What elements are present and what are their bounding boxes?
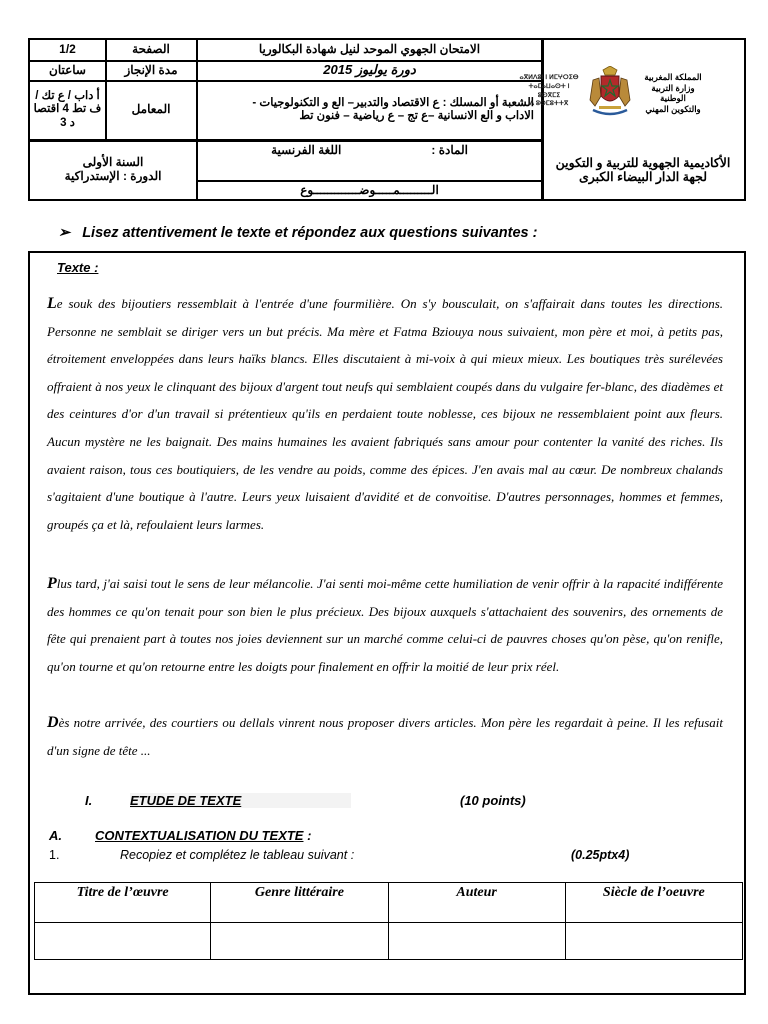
- subject-label: المادة :: [431, 143, 468, 157]
- answer-cell[interactable]: [35, 923, 211, 960]
- column-header: Siècle de l’oeuvre: [565, 883, 742, 923]
- duration-value: ساعتان: [49, 62, 86, 77]
- year-cell: [30, 140, 196, 200]
- exam-title: الامتحان الجهوي الموحد لنيل شهادة البكالوريا: [258, 42, 481, 57]
- text-paragraph: [47, 709, 723, 764]
- drop-initial: D: [47, 714, 59, 731]
- stream-line: الاداب و الع الانسانية –ع تج – ع رياضية – فنون تط: [299, 110, 534, 122]
- coat-of-arms-icon: [585, 66, 635, 122]
- exam-body: [28, 251, 746, 995]
- ministry-logo: [513, 62, 713, 132]
- topic-heading: الـــــــــمـــــوضـــــــــــــوع: [300, 182, 439, 197]
- answer-cell[interactable]: [565, 923, 742, 960]
- text-heading: Texte :: [57, 260, 99, 275]
- paragraph-body: e souk des bijoutiers ressemblait à l'entrée d'une fourmilière. On s'y bousculait, on s'affairait dans toutes les directions. Personne ne semblait se diriger vers un but précis. Ma mère et Fatma Bziouya nous suivaient, mon père et moi, à petits pas, étroitement enveloppées dans leurs haïks blancs. Elles discutaient à mi-voix à qui mieux mieux. Les boutiques très surélevées offraient à nos yeux le clinquant des bijoux d'argent tout neufs qui semblaient coupés dans du vulgaire fer-blanc, des diadèmes et des ceintures d'or d'un travail si prétentieux qu'ils en perdaient toute noblesse, ces bijoux ne ressemblaient point aux fleurs. Aucun mystère ne les baignait. Des mains humaines les avaient fabriqués sans amour pour contenter la vanité des riches. Ils avaient raison, tous ces boutiquiers, de les vendre au poids, comme des épices. J'en avais mal au cœur. De nombreux chalands s'agitaient d'une boutique à l'autre. Leurs yeux luisaient d'avidité et de convoitise. D'autres personnages, hommes et femmes, groupés ça et là, refoulaient leurs larmes.: [47, 296, 723, 532]
- section-title: ETUDE DE TEXTE: [130, 793, 351, 808]
- question-text: Recopiez et complétez le tableau suivant :: [120, 848, 355, 862]
- section-number: I.: [85, 793, 93, 808]
- coefficient-label: المعامل: [131, 102, 171, 117]
- academy-name: [543, 140, 743, 200]
- drop-initial: P: [47, 575, 57, 592]
- answer-table: [34, 882, 743, 960]
- column-header: Titre de l’œuvre: [35, 883, 211, 923]
- paragraph-body: lus tard, j'ai saisi tout le sens de leur mélancolie. J'ai senti moi-même cette humiliation de venir offrir à la rapacité indifférente des hommes ce qu'on tenait pour son bien le plus précieux. Des bijoux auxquels s'attachaient des souvenirs, des ornements de fête qui prenaient part à toutes nos joies deviennent sur un marché comme celui-ci de pauvres choses qu'on pèse, qu'on renifle, qu'on tourne et qu'on retourne entre les doigts pour finalement en offrir la moitié de leur prix réel.: [47, 576, 723, 674]
- page-number: 1/2: [59, 42, 76, 57]
- subsection-colon: :: [303, 828, 312, 843]
- academy-line: الأكاديمية الجهوية للتربية و التكوين: [555, 155, 731, 170]
- year-label: السنة الأولى: [82, 155, 144, 170]
- stream-line: الشعبة أو المسلك : ع الاقتصاد والتدبير– الع و التكنولوجيات -: [252, 96, 534, 109]
- drop-initial: L: [47, 295, 57, 312]
- exam-session: دورة يوليوز 2015: [323, 62, 416, 78]
- table-row: [35, 923, 743, 960]
- session-type: الدورة : الإستدراكية: [64, 169, 162, 183]
- subject-value: اللغة الفرنسية: [271, 143, 342, 157]
- question-points: (0.25ptx4): [571, 848, 630, 862]
- stream-cell: [197, 81, 542, 139]
- arrow-icon: ➢: [58, 225, 71, 241]
- academy-line: لجهة الدار البيضاء الكبرى: [578, 170, 708, 184]
- text-paragraph: [47, 290, 723, 538]
- subsection-label: A.: [49, 828, 62, 843]
- page-label: الصفحة: [132, 42, 170, 57]
- column-header: Auteur: [388, 883, 565, 923]
- coefficient-value: أ داب / ع تك / ف تط 4 اقتصا د 3: [33, 90, 102, 129]
- answer-cell[interactable]: [211, 923, 388, 960]
- subject-cell: [197, 140, 542, 180]
- text-paragraph: [47, 570, 723, 680]
- instruction-line: [58, 225, 537, 241]
- logo-arabic-text: المملكة المغربية وزارة التربية الوطنية والتكوين المهني: [644, 72, 702, 114]
- table-header-row: [35, 883, 743, 923]
- question-number: 1.: [49, 848, 60, 862]
- section-points: (10 points): [460, 793, 526, 808]
- logo-tifinagh-text: ⴰⴳⵍⴷⵓⵏ ⵏ ⵍⵎⵖⵔⵉⴱ ⵜⴰⵎⴰⵡⴰⵙⵜ ⵏ ⵓⵙⴳⵎⵉ ⴷ ⵓⵙⵎⵓⵜⵜⴳ: [519, 74, 579, 108]
- answer-cell[interactable]: [388, 923, 565, 960]
- column-header: Genre littéraire: [211, 883, 388, 923]
- subsection-title: CONTEXTUALISATION DU TEXTE: [95, 828, 304, 843]
- duration-label: مدة الإنجاز: [124, 62, 178, 77]
- subsection-heading: [49, 828, 311, 843]
- paragraph-body: ès notre arrivée, des courtiers ou dellals vinrent nous proposer divers articles. Mon père les regardait à peine. Il les refusait d'un signe de tête ...: [47, 715, 723, 758]
- instruction-text: Lisez attentivement le texte et répondez aux questions suivantes :: [82, 225, 538, 241]
- section-heading: [30, 793, 744, 813]
